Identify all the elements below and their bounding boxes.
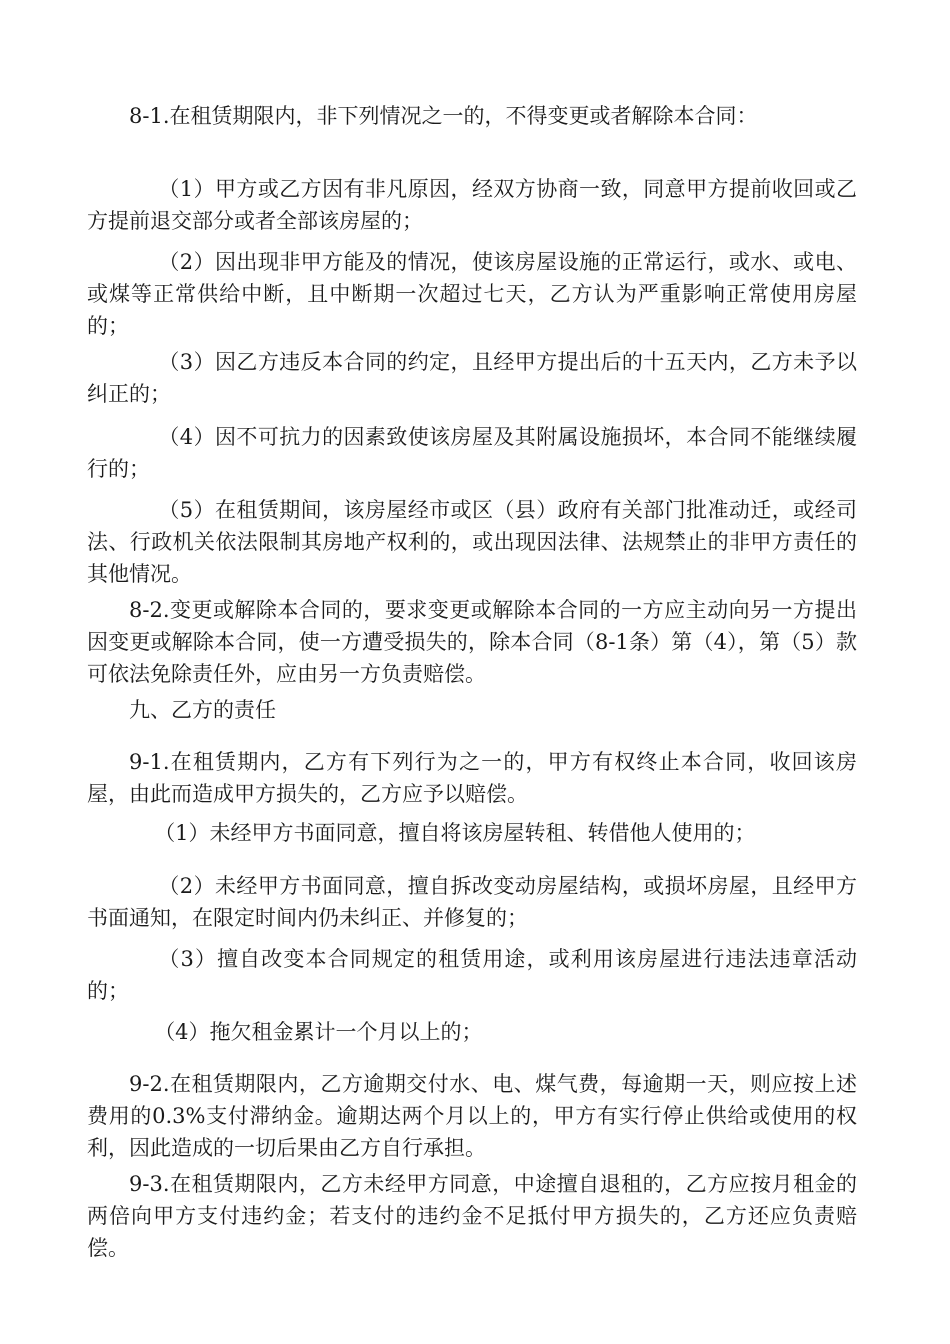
clause-9-1-item-1: （1）未经甲方书面同意，擅自将该房屋转租、转借他人使用的； [154, 821, 756, 845]
clause-9-1-item-3: （3）擅自改变本合同规定的租赁用途，或利用该房屋进行违法违章活动的； [87, 947, 857, 1003]
clause-8-1-item-1: （1）甲方或乙方因有非凡原因，经双方协商一致，同意甲方提前收回或乙方提前退交部分或者全部该房屋的； [87, 177, 857, 233]
clause-8-1-item-4: （4）因不可抗力的因素致使该房屋及其附属设施损坏，本合同不能继续履行的； [87, 425, 857, 481]
clause-8-2: 8-2.变更或解除本合同的，要求变更或解除本合同的一方应主动向另一方提出因变更或解除本合同，使一方遭受损失的，除本合同（8-1条）第（4），第（5）款可依法免除责任外，应由另一方负责赔偿。 [87, 598, 857, 686]
clause-9-1-item-4: （4）拖欠租金累计一个月以上的； [154, 1020, 483, 1044]
section-heading-9: 九、乙方的责任 [129, 698, 276, 722]
clause-9-1-item-2: （2）未经甲方书面同意，擅自拆改变动房屋结构，或损坏房屋，且经甲方书面通知，在限定时间内仍未纠正、并修复的； [87, 874, 857, 930]
clause-8-1: 8-1.在租赁期限内，非下列情况之一的，不得变更或者解除本合同： [129, 104, 758, 128]
clause-9-2: 9-2.在租赁期限内，乙方逾期交付水、电、煤气费，每逾期一天，则应按上述费用的0.3%支付滞纳金。逾期达两个月以上的，甲方有实行停止供给或使用的权利，因此造成的一切后果由乙方自行承担。 [87, 1072, 857, 1160]
clause-8-1-item-2: （2）因出现非甲方能及的情况，使该房屋设施的正常运行，或水、或电、或煤等正常供给中断，且中断期一次超过七天，乙方认为严重影响正常使用房屋的； [87, 250, 857, 338]
clause-9-3: 9-3.在租赁期限内，乙方未经甲方同意，中途擅自退租的，乙方应按月租金的两倍向甲方支付违约金；若支付的违约金不足抵付甲方损失的，乙方还应负责赔偿。 [87, 1172, 857, 1260]
clause-8-1-item-3: （3）因乙方违反本合同的约定，且经甲方提出后的十五天内，乙方未予以纠正的； [87, 350, 857, 406]
clause-8-1-item-5: （5）在租赁期间，该房屋经市或区（县）政府有关部门批准动迁，或经司法、行政机关依法限制其房地产权利的，或出现因法律、法规禁止的非甲方责任的其他情况。 [87, 498, 857, 586]
clause-9-1: 9-1.在租赁期内，乙方有下列行为之一的，甲方有权终止本合同，收回该房屋，由此而造成甲方损失的，乙方应予以赔偿。 [87, 750, 857, 806]
